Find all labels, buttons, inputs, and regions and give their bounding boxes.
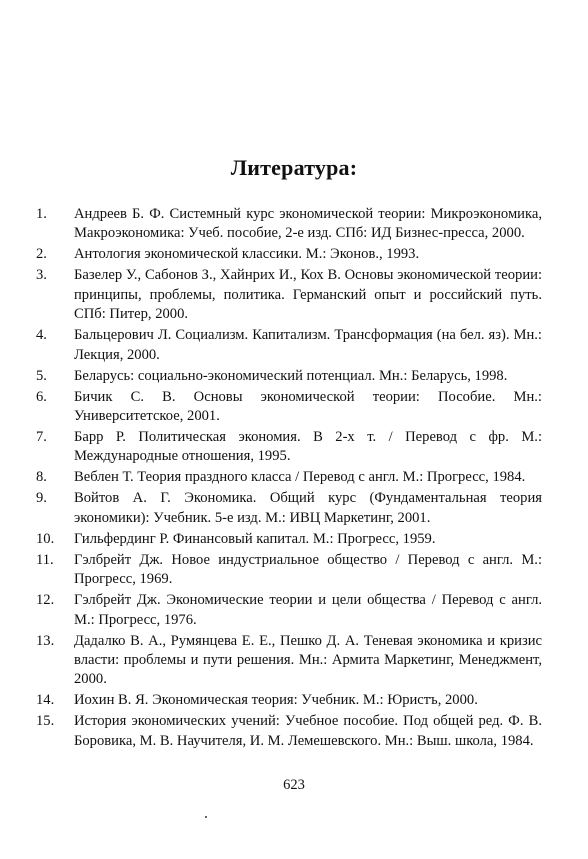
list-item (36, 712, 542, 751)
item-number: 13. (36, 632, 55, 649)
list-item (36, 266, 542, 324)
list-item (36, 205, 542, 244)
item-text: Гэлбрейт Дж. Новое индустриальное общество / Перевод с англ. М.: Прогресс, 1969. (74, 551, 542, 588)
list-item (36, 691, 542, 710)
item-text: Дадалко В. А., Румянцева Е. Е., Пешко Д. А. Теневая экономика и кризис власти: проблемы и пути решения. Мн.: Армита Маркетинг, Менеджмент, 2000. (74, 632, 542, 688)
item-text: Веблен Т. Теория праздного класса / Перевод с англ. М.: Прогресс, 1984. (74, 469, 526, 486)
item-text: Беларусь: социально-экономический потенциал. Мн.: Беларусь, 1998. (74, 367, 508, 384)
item-number: 15. (36, 713, 55, 730)
item-number: 1. (36, 206, 47, 222)
list-item (36, 388, 542, 427)
item-number: 5. (36, 367, 47, 384)
item-number: 4. (36, 327, 47, 344)
list-item (36, 245, 542, 264)
reference-list (36, 205, 542, 753)
list-item (36, 551, 542, 590)
item-text: Гэлбрейт Дж. Экономические теории и цели общества / Перевод с англ. М.: Прогресс, 1976. (74, 592, 542, 628)
item-number: 11. (36, 551, 54, 568)
item-number: 3. (36, 267, 47, 284)
item-number: 7. (36, 429, 47, 446)
item-number: 8. (36, 469, 47, 486)
item-number: 9. (36, 490, 47, 507)
page-title: Литература: (230, 154, 358, 180)
list-item (36, 468, 542, 487)
item-number: 12. (36, 592, 55, 609)
list-item (36, 326, 542, 365)
scan-speck (205, 816, 207, 818)
item-number: 6. (36, 388, 47, 405)
item-text: Гильфердинг Р. Финансовый капитал. М.: Прогресс, 1959. (74, 530, 436, 547)
list-item (36, 367, 542, 386)
item-text: Бичик С. В. Основы экономической теории: Пособие. Мн.: Университетское, 2001. (74, 388, 542, 425)
item-number: 10. (36, 530, 55, 547)
item-text: Войтов А. Г. Экономика. Общий курс (Фундаментальная теория экономики): Учебник. 5-е изд. М.: ИВЦ Маркетинг, 2001. (74, 490, 542, 526)
list-item (36, 632, 542, 690)
item-number: 14. (36, 692, 55, 709)
item-text: Барр Р. Политическая экономия. В 2-х т. / Перевод с фр. М.: Международные отношения, 1995. (74, 429, 542, 465)
list-item (36, 591, 542, 630)
page-number: 623 (283, 777, 305, 793)
item-number: 2. (36, 246, 47, 263)
item-text: История экономических учений: Учебное пособие. Под общей ред. Ф. В. Боровика, М. В. Научителя, И. М. Лемешевского. Мн.: Выш. школа, 1984. (74, 713, 542, 749)
list-item (36, 530, 542, 549)
item-text: Андреев Б. Ф. Системный курс экономической теории: Микроэкономика, Макроэкономика: Учеб. пособие, 2-е изд. СПб: ИД Бизнес-пресса, 2000. (74, 206, 542, 242)
item-text: Базелер У., Сабонов З., Хайнрих И., Кох В. Основы экономической теории: принципы, проблемы, политика. Германский опыт и российский путь. СПб: Питер, 2000. (74, 267, 542, 323)
item-text: Бальцерович Л. Социализм. Капитализм. Трансформация (на бел. яз). Мн.: Лекция, 2000. (74, 327, 542, 363)
list-item (36, 428, 542, 467)
list-item (36, 489, 542, 528)
item-text: Иохин В. Я. Экономическая теория: Учебник. М.: Юристъ, 2000. (74, 692, 478, 709)
item-text: Антология экономической классики. М.: Эконов., 1993. (74, 246, 420, 263)
